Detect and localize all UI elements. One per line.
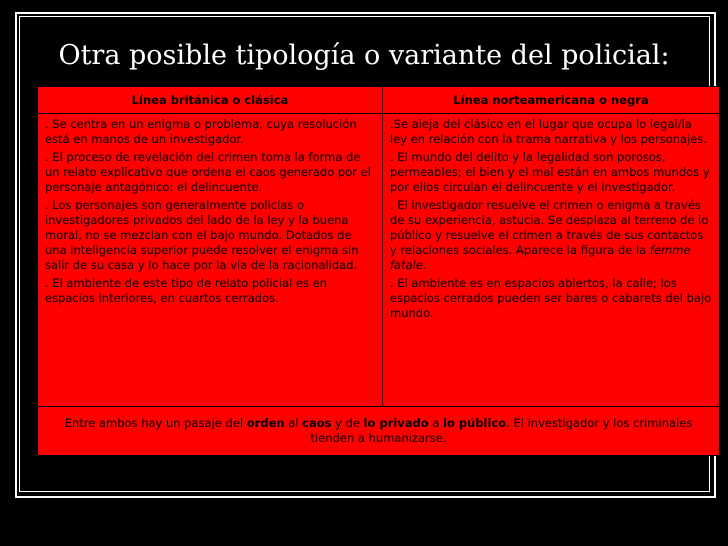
footer-bold-privado: lo privado — [363, 416, 429, 430]
table-footer-row — [38, 407, 720, 456]
header-american: Línea norteamericana o negra — [383, 87, 720, 114]
british-cell — [38, 114, 383, 407]
footer-text: . El investigador y los criminales tienden a humanizarse. — [310, 416, 693, 445]
american-item-text: . El investigador resuelve el crimen o enigma a través de su experiencia, astucia. Se desplaza al terreno de lo público y resuelve el crimen a través de sus contactos y relaciones sociales. Aparece la figura de la — [390, 198, 709, 257]
american-item: . El ambiente es en espacios abiertos, la calle; los espacios cerrados pueden ser bares o cabarets del bajo mundo. — [390, 276, 712, 320]
footer-bold-caos: caos — [302, 416, 332, 430]
footer-text: al — [284, 416, 303, 430]
header-british: Línea británica o clásica — [38, 87, 383, 114]
american-item: .Se aleja del clásico en el lugar que ocupa lo legal/la ley en relación con la trama narrativa y los personajes. — [390, 117, 708, 146]
slide-title: Otra posible tipología o variante del policial: — [58, 40, 670, 71]
table-body-row — [38, 114, 720, 407]
american-item — [390, 198, 712, 273]
footer-text: a — [428, 416, 444, 430]
footer-text: Entre ambos hay un pasaje del — [64, 416, 247, 430]
american-cell — [383, 114, 720, 407]
comparison-table — [37, 86, 720, 456]
footer-text: y de — [331, 416, 364, 430]
british-item: . Los personajes son generalmente policías o investigadores privados del lado de la ley y la buena moral, no se mezclan con el bajo mundo. Dotados de una inteligencia superior puede resolver el enigma sin salir de su casa y lo hace por la vía de la racionalidad. — [45, 198, 359, 272]
british-item: . El proceso de revelación del crimen toma la forma de un relato explicativo que ordena el caos generado por el personaje antagónico: el delincuente. — [45, 150, 371, 194]
table-header-row — [38, 87, 720, 114]
femme-fatale-text: femme fatale — [390, 243, 691, 272]
british-item: . El ambiente de este tipo de relato policial es en espacios interiores, en cuartos cerrados. — [45, 276, 328, 305]
footer-bold-publico: lo público — [443, 416, 507, 430]
footer-cell — [38, 407, 720, 456]
american-item: . El mundo del delito y la legalidad son porosos, permeables; el bien y el mal están en ambos mundos y por ellos circulan el delincuente y el investigador. — [390, 150, 710, 194]
british-item: . Se centra en un enigma o problema, cuya resolución está en manos de un investigador. — [45, 117, 357, 146]
american-item-end: . — [422, 258, 427, 272]
footer-bold-orden: orden — [246, 416, 285, 430]
